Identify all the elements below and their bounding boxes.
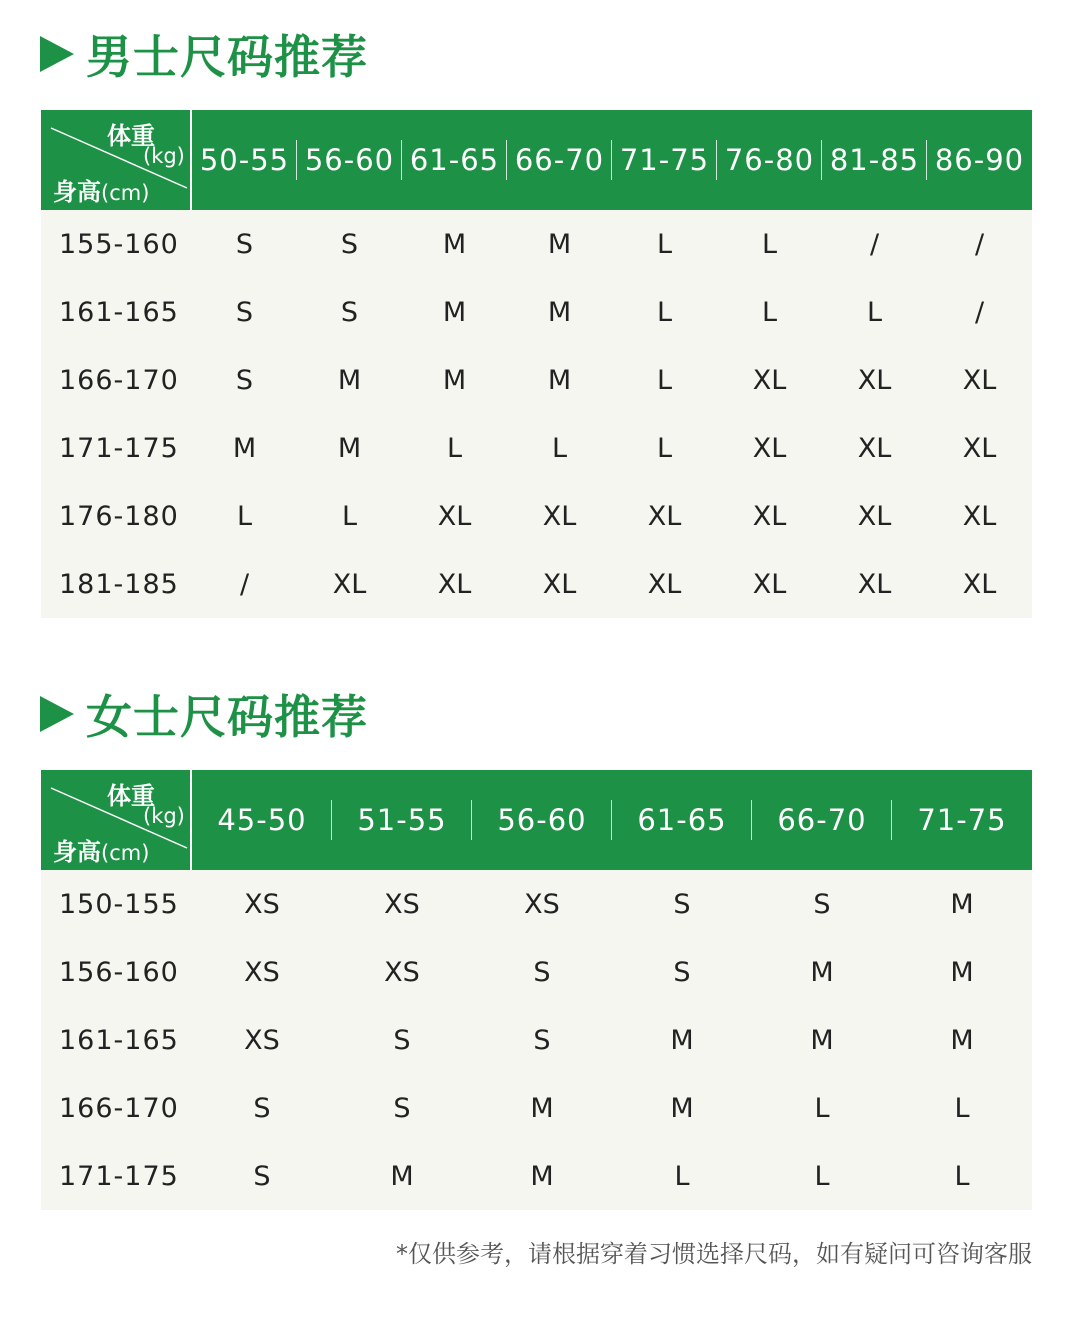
size-cell: XL (962, 500, 997, 532)
men-table-header (41, 110, 1032, 210)
height-range-cell: 156-160 (59, 956, 179, 988)
size-cell: XL (752, 500, 787, 532)
size-cell: XL (647, 568, 682, 600)
height-range-cell: 171-175 (59, 1160, 179, 1192)
size-cell: M (950, 888, 974, 920)
size-cell: XL (437, 500, 472, 532)
men-table-body (41, 210, 1032, 618)
size-cell: S (235, 364, 254, 396)
size-cell: M (530, 1092, 554, 1124)
size-cell: L (814, 1160, 830, 1192)
size-cell: S (673, 888, 691, 920)
size-cell: S (340, 296, 359, 328)
size-cell: S (235, 228, 254, 260)
weight-column-header: 66-70 (507, 110, 612, 210)
size-cell: S (533, 956, 551, 988)
size-cell: L (656, 296, 673, 328)
women-size-table (41, 770, 1032, 1210)
size-cell: / (869, 228, 880, 260)
size-cell: M (232, 432, 257, 464)
height-range-cell: 176-180 (59, 500, 179, 532)
size-cell: S (253, 1160, 271, 1192)
size-cell: L (954, 1092, 970, 1124)
size-cell: XL (542, 568, 577, 600)
weight-column-header: 76-80 (717, 110, 822, 210)
size-cell: L (866, 296, 883, 328)
size-cell: M (337, 432, 362, 464)
size-cell: L (656, 432, 673, 464)
play-triangle-icon (40, 696, 74, 732)
weight-column-header: 86-90 (934, 143, 1025, 177)
size-cell: / (974, 296, 985, 328)
size-cell: M (547, 228, 572, 260)
height-range-cell: 161-165 (59, 1024, 179, 1056)
height-range-cell: 155-160 (59, 228, 179, 260)
size-cell: L (814, 1092, 830, 1124)
size-cell: M (950, 1024, 974, 1056)
table-row (41, 1074, 1032, 1142)
size-cell: XL (962, 568, 997, 600)
height-range-cell: 166-170 (59, 1092, 179, 1124)
table-row (41, 278, 1032, 346)
size-cell: XS (524, 888, 560, 920)
size-cell: XS (244, 888, 280, 920)
size-cell: M (442, 364, 467, 396)
size-cell: XL (857, 364, 892, 396)
size-cell: M (547, 296, 572, 328)
men-weight-columns (192, 110, 1032, 210)
size-cell: L (341, 500, 358, 532)
size-cell: L (674, 1160, 690, 1192)
size-cell: M (547, 364, 572, 396)
weight-column-header: 50-55 (192, 110, 297, 210)
weight-column-header: 56-60 (472, 770, 612, 870)
weight-column-header: 51-55 (332, 770, 472, 870)
size-cell: S (813, 888, 831, 920)
size-cell: XL (542, 500, 577, 532)
size-cell: S (393, 1024, 411, 1056)
size-cell: M (670, 1092, 694, 1124)
size-cell: S (673, 956, 691, 988)
size-cell: L (656, 228, 673, 260)
women-section-title (40, 684, 368, 744)
size-cell: XL (752, 364, 787, 396)
size-cell: XL (962, 364, 997, 396)
size-cell: XL (752, 568, 787, 600)
size-cell: S (235, 296, 254, 328)
size-cell: L (761, 296, 778, 328)
size-cell: L (954, 1160, 970, 1192)
table-row (41, 1006, 1032, 1074)
weight-column-header: 56-60 (297, 110, 402, 210)
table-row (41, 210, 1032, 278)
height-range-cell: 150-155 (59, 888, 179, 920)
weight-column-header: 45-50 (192, 770, 332, 870)
table-row (41, 938, 1032, 1006)
size-cell: M (950, 956, 974, 988)
table-row (41, 870, 1032, 938)
weight-column-header: 61-65 (402, 110, 507, 210)
weight-unit-label: (kg) (143, 144, 185, 168)
size-cell: M (390, 1160, 414, 1192)
size-cell: M (442, 228, 467, 260)
women-table-body (41, 870, 1032, 1210)
women-title-text: 女士尺码推荐 (86, 690, 368, 744)
size-cell: L (236, 500, 253, 532)
weight-column-header: 71-75 (917, 803, 1007, 837)
men-section-title (40, 24, 368, 84)
table-row (41, 346, 1032, 414)
size-cell: XL (752, 432, 787, 464)
size-cell: XL (962, 432, 997, 464)
size-cell: XS (244, 1024, 280, 1056)
table-row (41, 482, 1032, 550)
size-cell: L (656, 364, 673, 396)
table-row (41, 414, 1032, 482)
women-weight-columns (192, 770, 1032, 870)
height-range-cell: 161-165 (59, 296, 179, 328)
weight-column-header: 71-75 (612, 110, 717, 210)
size-cell: XS (244, 956, 280, 988)
weight-label: 体重 (107, 122, 155, 150)
men-title-text: 男士尺码推荐 (86, 30, 368, 84)
size-cell: XL (857, 500, 892, 532)
men-size-table (41, 110, 1032, 618)
size-cell: XL (437, 568, 472, 600)
table-row (41, 1142, 1032, 1210)
height-range-cell: 166-170 (59, 364, 179, 396)
weight-label: 体重 (107, 782, 155, 810)
size-cell: M (442, 296, 467, 328)
size-cell: S (393, 1092, 411, 1124)
size-cell: XL (857, 568, 892, 600)
size-cell: S (533, 1024, 551, 1056)
size-cell: M (530, 1160, 554, 1192)
height-label: 身高(cm) (53, 838, 150, 866)
size-cell: M (810, 956, 834, 988)
height-label: 身高(cm) (53, 178, 150, 206)
size-cell: XL (332, 568, 367, 600)
size-cell: L (446, 432, 463, 464)
play-triangle-icon (40, 36, 74, 72)
size-cell: M (337, 364, 362, 396)
size-cell: XL (647, 500, 682, 532)
size-cell: M (810, 1024, 834, 1056)
table-row (41, 550, 1032, 618)
size-cell: XL (857, 432, 892, 464)
size-cell: XS (384, 888, 420, 920)
men-corner-header (41, 110, 192, 210)
weight-column-header: 66-70 (752, 770, 892, 870)
size-cell: XS (384, 956, 420, 988)
footnote: *仅供参考，请根据穿着习惯选择尺码，如有疑问可咨询客服 (396, 1240, 1032, 1268)
women-table-header (41, 770, 1032, 870)
weight-unit-label: (kg) (143, 804, 185, 828)
size-cell: S (253, 1092, 271, 1124)
size-cell: S (340, 228, 359, 260)
height-range-cell: 181-185 (59, 568, 179, 600)
weight-column-header: 61-65 (612, 770, 752, 870)
size-cell: / (974, 228, 985, 260)
size-cell: / (239, 568, 250, 600)
weight-column-header: 81-85 (822, 110, 927, 210)
height-range-cell: 171-175 (59, 432, 179, 464)
size-cell: M (670, 1024, 694, 1056)
size-cell: L (761, 228, 778, 260)
size-cell: L (551, 432, 568, 464)
women-corner-header (41, 770, 192, 870)
